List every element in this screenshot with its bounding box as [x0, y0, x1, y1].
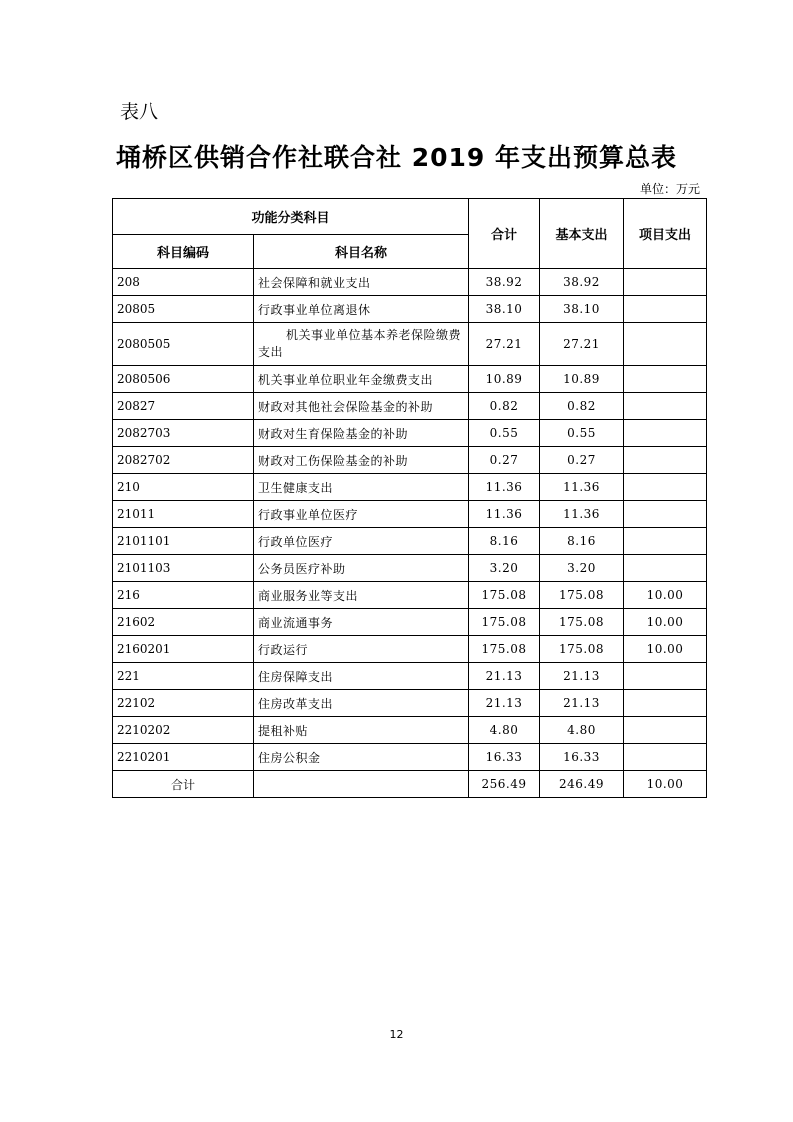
row-total: 0.82 [469, 393, 540, 420]
function-class-header: 功能分类科目 [113, 199, 469, 235]
row-name: 商业流通事务 [254, 609, 469, 636]
row-total: 175.08 [469, 636, 540, 663]
row-total: 0.55 [469, 420, 540, 447]
row-basic: 21.13 [540, 663, 624, 690]
page-number: 12 [389, 1028, 404, 1041]
row-basic: 38.92 [540, 269, 624, 296]
row-code: 2210202 [113, 717, 254, 744]
row-basic: 0.55 [540, 420, 624, 447]
row-basic: 0.82 [540, 393, 624, 420]
row-name: 财政对工伤保险基金的补助 [254, 447, 469, 474]
row-name: 行政单位医疗 [254, 528, 469, 555]
table-row [113, 717, 707, 744]
table-row [113, 393, 707, 420]
table-row [113, 690, 707, 717]
row-project [624, 323, 707, 366]
row-basic: 175.08 [540, 609, 624, 636]
row-total: 175.08 [469, 609, 540, 636]
table-row [113, 269, 707, 296]
row-project: 10.00 [624, 636, 707, 663]
row-code: 210 [113, 474, 254, 501]
table-row [113, 636, 707, 663]
row-name: 行政运行 [254, 636, 469, 663]
row-project [624, 663, 707, 690]
row-name: 财政对其他社会保险基金的补助 [254, 393, 469, 420]
row-name: 卫生健康支出 [254, 474, 469, 501]
row-code: 2210201 [113, 744, 254, 771]
table-row [113, 474, 707, 501]
row-code: 2080506 [113, 366, 254, 393]
row-project [624, 296, 707, 323]
row-code: 20827 [113, 393, 254, 420]
row-basic: 10.89 [540, 366, 624, 393]
code-header: 科目编码 [113, 235, 254, 269]
total-header: 合计 [469, 199, 540, 269]
row-total: 21.13 [469, 690, 540, 717]
row-project [624, 269, 707, 296]
row-basic: 0.27 [540, 447, 624, 474]
row-total: 175.08 [469, 582, 540, 609]
row-code: 2101101 [113, 528, 254, 555]
row-total: 21.13 [469, 663, 540, 690]
row-name: 财政对生育保险基金的补助 [254, 420, 469, 447]
table-row [113, 323, 707, 366]
table-row [113, 609, 707, 636]
row-name: 社会保障和就业支出 [254, 269, 469, 296]
row-basic: 11.36 [540, 501, 624, 528]
row-total: 8.16 [469, 528, 540, 555]
table-row [113, 744, 707, 771]
row-project: 10.00 [624, 609, 707, 636]
table-row [113, 528, 707, 555]
grand-total-total: 256.49 [469, 771, 540, 798]
table-row [113, 447, 707, 474]
name-header: 科目名称 [254, 235, 469, 269]
table-row [113, 501, 707, 528]
row-code: 2160201 [113, 636, 254, 663]
row-name: 机关事业单位基本养老保险缴费支出 [254, 323, 469, 366]
row-code: 2082703 [113, 420, 254, 447]
table-row [113, 296, 707, 323]
row-basic: 175.08 [540, 636, 624, 663]
row-project [624, 420, 707, 447]
row-project [624, 690, 707, 717]
grand-total-name-cell [254, 771, 469, 798]
row-basic: 175.08 [540, 582, 624, 609]
row-total: 11.36 [469, 501, 540, 528]
row-code: 2080505 [113, 323, 254, 366]
row-code: 208 [113, 269, 254, 296]
table-row [113, 366, 707, 393]
row-project [624, 447, 707, 474]
row-total: 38.10 [469, 296, 540, 323]
row-code: 216 [113, 582, 254, 609]
row-project [624, 474, 707, 501]
row-name: 住房改革支出 [254, 690, 469, 717]
row-name: 公务员医疗补助 [254, 555, 469, 582]
unit-label: 单位：万元 [639, 182, 700, 196]
row-total: 27.21 [469, 323, 540, 366]
row-basic: 3.20 [540, 555, 624, 582]
row-total: 11.36 [469, 474, 540, 501]
row-name: 住房保障支出 [254, 663, 469, 690]
row-project [624, 366, 707, 393]
row-total: 38.92 [469, 269, 540, 296]
row-project [624, 717, 707, 744]
row-basic: 4.80 [540, 717, 624, 744]
row-name: 行政事业单位医疗 [254, 501, 469, 528]
row-total: 4.80 [469, 717, 540, 744]
row-code: 20805 [113, 296, 254, 323]
table-row [113, 663, 707, 690]
row-project [624, 744, 707, 771]
basic-header: 基本支出 [540, 199, 624, 269]
row-basic: 11.36 [540, 474, 624, 501]
document-title: 埇桥区供销合作社联合社 2019 年支出预算总表 [116, 143, 677, 172]
grand-total-label: 合计 [113, 771, 254, 798]
row-total: 3.20 [469, 555, 540, 582]
row-basic: 8.16 [540, 528, 624, 555]
row-project [624, 528, 707, 555]
row-name: 机关事业单位职业年金缴费支出 [254, 366, 469, 393]
grand-total-project: 10.00 [624, 771, 707, 798]
grand-total-row [113, 771, 707, 798]
row-code: 21602 [113, 609, 254, 636]
row-project [624, 393, 707, 420]
row-total: 16.33 [469, 744, 540, 771]
project-header: 项目支出 [624, 199, 707, 269]
table-row [113, 555, 707, 582]
grand-total-basic: 246.49 [540, 771, 624, 798]
row-name: 商业服务业等支出 [254, 582, 469, 609]
row-basic: 16.33 [540, 744, 624, 771]
row-basic: 38.10 [540, 296, 624, 323]
row-code: 2082702 [113, 447, 254, 474]
row-basic: 27.21 [540, 323, 624, 366]
table-row [113, 582, 707, 609]
budget-table [112, 198, 707, 798]
table-label: 表八 [120, 101, 159, 123]
row-total: 0.27 [469, 447, 540, 474]
row-basic: 21.13 [540, 690, 624, 717]
table-row [113, 420, 707, 447]
row-code: 2101103 [113, 555, 254, 582]
row-code: 21011 [113, 501, 254, 528]
row-total: 10.89 [469, 366, 540, 393]
row-name: 行政事业单位离退休 [254, 296, 469, 323]
row-code: 221 [113, 663, 254, 690]
row-project: 10.00 [624, 582, 707, 609]
row-name: 提租补贴 [254, 717, 469, 744]
row-project [624, 555, 707, 582]
row-project [624, 501, 707, 528]
row-code: 22102 [113, 690, 254, 717]
row-name: 住房公积金 [254, 744, 469, 771]
